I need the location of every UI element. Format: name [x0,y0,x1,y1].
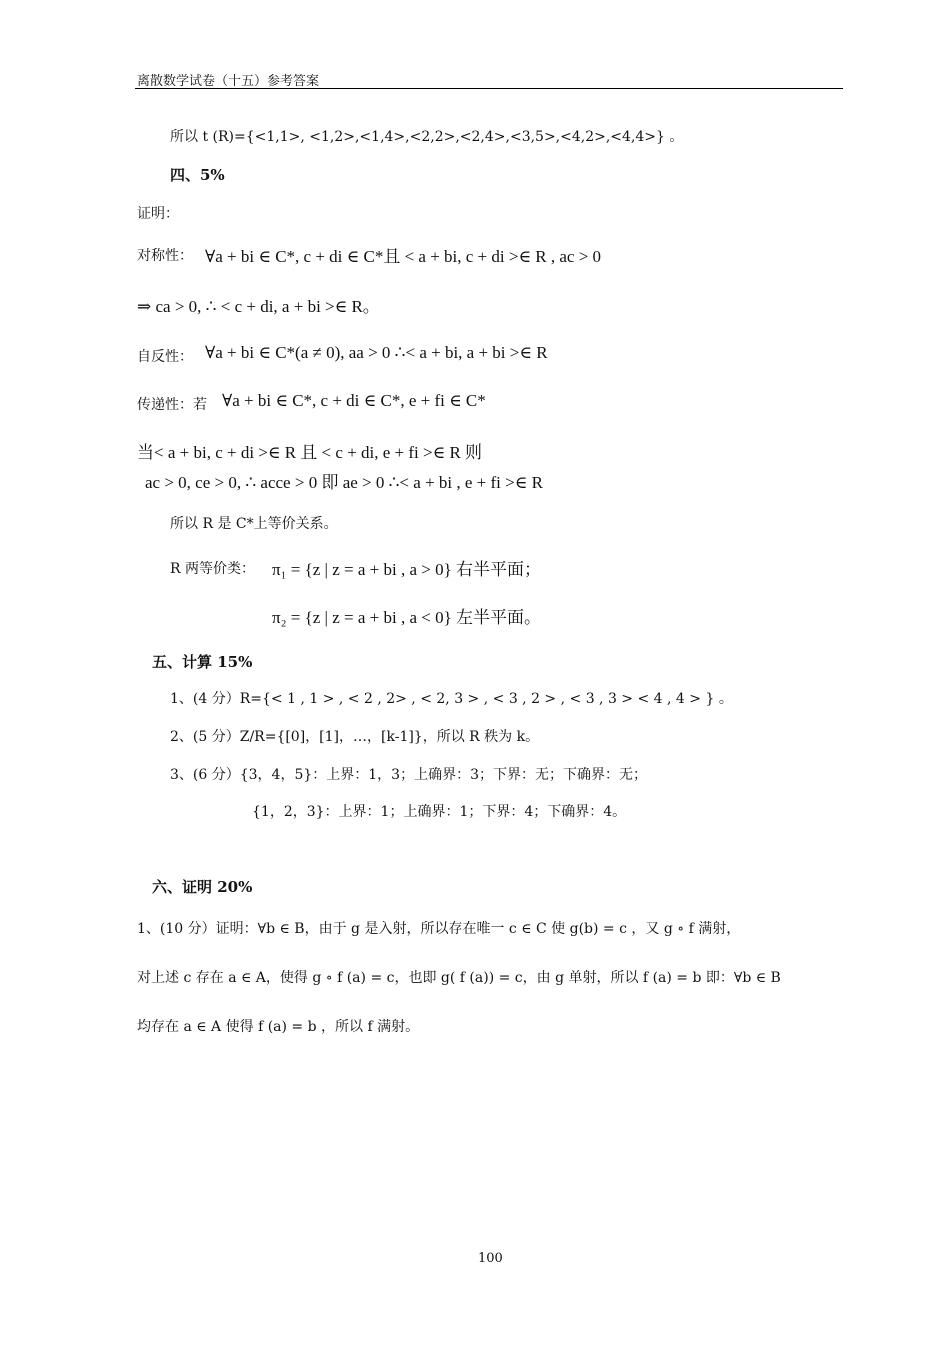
proof-line-1: 1、(10 分）证明：∀b ∈ B，由于 g 是入射，所以存在唯一 c ∈ C 使 g(b) = c ，又 g ∘ f 满射， [137,921,741,937]
calc-item-2: 2、(5 分）Z/R={[0]，[1]，…，[k-1]}，所以 R 秩为 k。 [170,729,540,745]
transitive-closure-line: 所以 t (R)={<1,1>, <1,2>,<1,4>,<2,2>,<2,4>,<3,5>,<4,2>,<4,4>} 。 [170,129,684,145]
header-rule [135,88,843,89]
classes-label: R 两等价类： [170,561,255,577]
calc-item-1: 1、(4 分）R={< 1 , 1 > , < 2 , 2> , < 2, 3 > , < 3 , 2 > , < 3 , 3 > < 4 , 4 > } 。 [170,691,733,707]
symmetry-conclusion: ⇒ ca > 0, ∴ < c + di, a + bi >∈ R。 [137,297,380,316]
calc-item-3a: 3、(6 分）{3，4，5}：上界：1，3；上确界：3；下界：无；下确界：无； [170,767,647,783]
symmetry-label: 对称性： [137,248,193,264]
page-number: 100 [478,1251,503,1266]
calc-item-3b: {1，2，3}：上界：1；上确界：1；下界：4；下确界：4。 [252,804,627,820]
class-pi1: π₁ = {z | z = a + bi , a > 0} 右半平面； [272,560,541,579]
reflexivity-formula: ∀a + bi ∈ C*(a ≠ 0), aa > 0 ∴< a + bi, a + bi >∈ R [205,343,548,362]
transitivity-result: ac > 0, ce > 0, ∴ acce > 0 即 ae > 0 ∴< a + bi , e + fi >∈ R [145,473,543,492]
class-pi2: π₂ = {z | z = a + bi , a < 0} 左半平面。 [272,608,541,627]
section-four-heading: 四、5% [170,166,225,184]
transitivity-label: 传递性：若 [137,397,207,413]
reflexivity-label: 自反性： [137,349,193,365]
page-header-title: 离散数学试卷（十五）参考答案 [137,74,320,89]
proof-line-2: 对上述 c 存在 a ∈ A，使得 g ∘ f (a) = c，也即 g( f (a)) = c，由 g 单射，所以 f (a) = b 即：∀b ∈ B [137,970,781,986]
proof-line-3: 均存在 a ∈ A 使得 f (a) = b ，所以 f 满射。 [137,1019,420,1035]
symmetry-formula: ∀a + bi ∈ C*, c + di ∈ C*且 < a + bi, c + di >∈ R , ac > 0 [205,247,602,266]
proof-label: 证明： [137,206,179,222]
transitivity-formula: ∀a + bi ∈ C*, c + di ∈ C*, e + fi ∈ C* [222,391,486,410]
section-six-heading: 六、证明 20% [152,878,253,896]
section-five-heading: 五、计算 15% [152,653,253,671]
transitivity-condition: 当< a + bi, c + di >∈ R 且 < c + di, e + fi >∈ R 则 [137,443,483,462]
equivalence-conclusion: 所以 R 是 C*上等价关系。 [170,516,338,532]
